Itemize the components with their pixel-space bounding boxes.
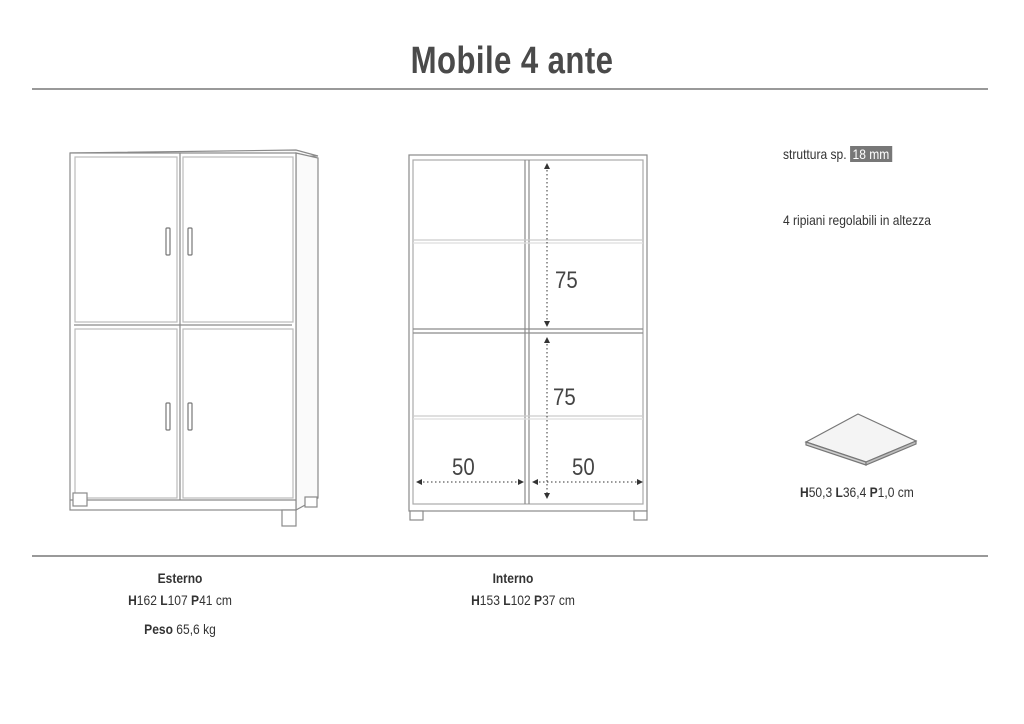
shelf-l-label: L <box>835 484 843 500</box>
internal-heading: Interno <box>492 570 534 586</box>
weight <box>124 621 236 637</box>
exterior-cabinet-drawing <box>70 150 318 526</box>
external-dimensions <box>116 592 245 608</box>
external-unit: cm <box>215 592 232 608</box>
left-width-label: 50 <box>452 453 475 481</box>
right-width-label: 50 <box>572 453 595 481</box>
external-h-value: 162 <box>136 592 157 608</box>
shelf-h-value: 50,3 <box>808 484 833 500</box>
internal-h-value: 153 <box>479 592 500 608</box>
external-p-label: P <box>191 592 200 608</box>
internal-p-label: P <box>534 592 543 608</box>
structure-thickness-badge <box>850 146 892 162</box>
internal-l-value: 102 <box>510 592 531 608</box>
external-h-label: H <box>128 592 137 608</box>
shelves-note: 4 ripiani regolabili in altezza <box>783 212 931 228</box>
external-heading: Esterno <box>157 570 203 586</box>
shelf-unit: cm <box>897 484 914 500</box>
internal-unit: cm <box>558 592 575 608</box>
shelf-drawing <box>806 414 916 465</box>
structure-thickness-note <box>783 146 892 162</box>
external-l-label: L <box>160 592 168 608</box>
structure-prefix: struttura sp. <box>783 146 847 162</box>
shelf-h-label: H <box>800 484 809 500</box>
internal-dimensions <box>459 592 588 608</box>
external-l-value: 107 <box>167 592 188 608</box>
page-title: Mobile 4 ante <box>410 40 614 82</box>
weight-value: 65,6 kg <box>176 621 216 637</box>
upper-height-label: 75 <box>555 266 578 294</box>
internal-p-value: 37 <box>542 592 556 608</box>
shelf-p-label: P <box>869 484 878 500</box>
lower-height-label: 75 <box>553 383 576 411</box>
shelf-p-value: 1,0 <box>877 484 895 500</box>
internal-h-label: H <box>471 592 480 608</box>
external-p-value: 41 <box>199 592 213 608</box>
interior-cabinet-drawing <box>409 155 647 520</box>
structure-thickness-value: 18 mm <box>852 146 890 162</box>
thickness-arrow <box>852 161 891 166</box>
shelf-l-value: 36,4 <box>842 484 867 500</box>
internal-l-label: L <box>503 592 511 608</box>
weight-label: Peso <box>144 621 173 637</box>
shelf-dimensions <box>800 484 914 500</box>
